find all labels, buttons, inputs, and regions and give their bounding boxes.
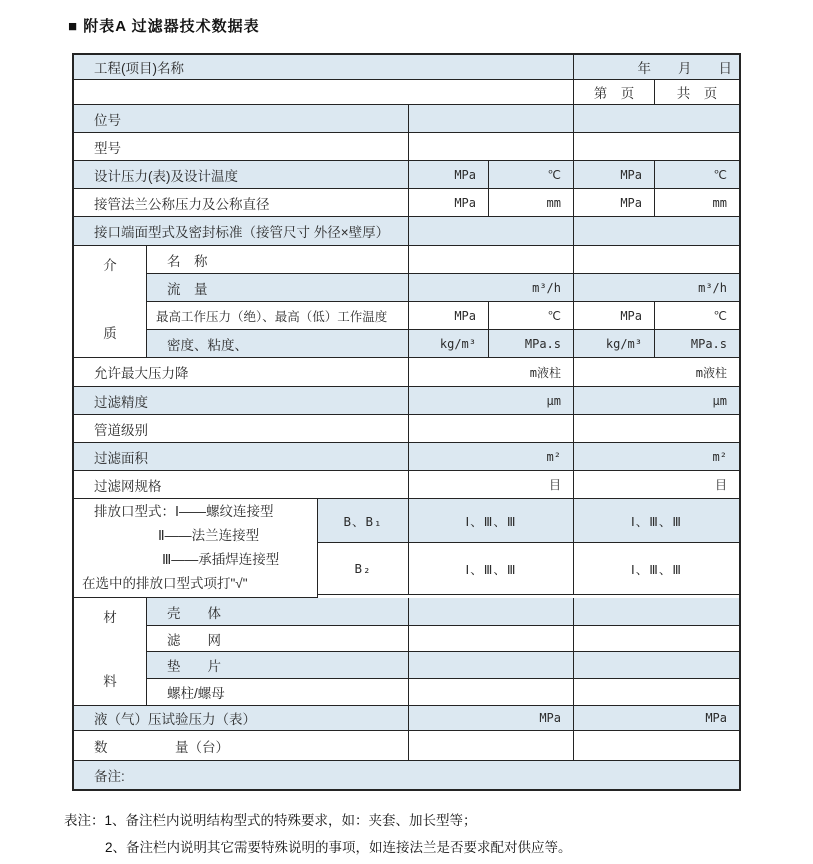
material-group-label — [74, 598, 147, 706]
unit-cell: ℃ — [489, 302, 574, 330]
blank-cell — [574, 133, 739, 161]
unit-cell: 目 — [409, 471, 574, 499]
row-test-pressure — [74, 706, 739, 731]
flange-label: 接管法兰公称压力及公称直径 — [74, 189, 409, 217]
medium-flow-label: 流 量 — [147, 274, 409, 302]
unit-cell: kg/m³ — [574, 330, 655, 358]
drain-legend-line1: 排放口型式：Ⅰ——螺纹连接型 — [94, 504, 274, 519]
blank-cell — [574, 415, 739, 443]
material-shell-label: 壳 体 — [147, 598, 409, 626]
material-label-top: 材 — [103, 610, 117, 625]
blank-cell — [574, 246, 739, 274]
footnote-line-2: 2、备注栏内说明其它需要特殊说明的事项，如连接法兰是否要求配对供应等。 — [105, 840, 572, 855]
row-medium-max-work — [147, 302, 739, 330]
unit-cell: m² — [409, 443, 574, 471]
unit-cell: ℃ — [655, 302, 739, 330]
blank-cell — [574, 652, 739, 679]
drain-type-cell: B₂ — [318, 543, 409, 595]
drain-legend-line4: 在选中的排放口型式项打"√" — [82, 576, 248, 591]
row-drain-b-b1 — [318, 499, 739, 543]
row-remarks — [74, 761, 739, 789]
unit-cell: MPa.s — [655, 330, 739, 358]
remarks-label: 备注: — [74, 761, 739, 789]
blank-cell — [574, 105, 739, 133]
unit-cell: MPa — [409, 161, 489, 189]
blank-cell — [574, 626, 739, 652]
unit-cell: MPa — [574, 189, 655, 217]
row-interface-seal — [74, 217, 739, 246]
unit-cell: ℃ — [489, 161, 574, 189]
header-row-page — [74, 80, 739, 105]
row-pipe-class — [74, 415, 739, 443]
project-name-label: 工程(项目)名称 — [74, 55, 574, 80]
unit-cell: m液柱 — [574, 358, 739, 387]
medium-group-label — [74, 246, 147, 358]
max-pressure-drop-label: 允许最大压力降 — [74, 358, 409, 387]
filter-data-table — [72, 53, 741, 791]
row-medium-density — [147, 330, 739, 358]
blank-cell — [409, 626, 574, 652]
medium-label-top: 介 — [103, 258, 117, 273]
medium-label-bottom: 质 — [103, 326, 117, 341]
page-total-label: 共 页 — [655, 80, 739, 105]
page-number-label: 第 页 — [574, 80, 655, 105]
blank-cell — [409, 731, 574, 761]
footnote-line-1: 表注：1、备注栏内说明结构型式的特殊要求，如：夹套、加长型等； — [64, 813, 477, 828]
material-screen-label: 滤 网 — [147, 626, 409, 652]
filtration-precision-label: 过滤精度 — [74, 387, 409, 415]
blank-cell — [409, 105, 574, 133]
blank-cell — [74, 80, 574, 105]
drain-value-cell: Ⅰ、Ⅲ、Ⅲ — [409, 499, 574, 543]
unit-cell: MPa — [574, 302, 655, 330]
unit-cell: m³/h — [409, 274, 574, 302]
blank-cell — [409, 246, 574, 274]
row-max-pressure-drop — [74, 358, 739, 387]
unit-cell: m液柱 — [409, 358, 574, 387]
medium-section — [74, 246, 739, 358]
unit-cell: mm — [655, 189, 739, 217]
medium-density-label: 密度、粘度、 — [147, 330, 409, 358]
row-material-shell — [147, 598, 739, 626]
quantity-label: 数 量（台） — [74, 731, 409, 761]
row-filter-area — [74, 443, 739, 471]
row-material-bolt-nut — [147, 679, 739, 706]
unit-cell: mm — [489, 189, 574, 217]
footnotes — [64, 807, 813, 861]
date-label: 年 月 日 — [574, 55, 739, 80]
row-quantity — [74, 731, 739, 761]
unit-cell: m² — [574, 443, 739, 471]
drain-type-cell: B、B₁ — [318, 499, 409, 543]
medium-name-label: 名 称 — [147, 246, 409, 274]
row-drain-b2 — [318, 543, 739, 595]
blank-cell — [574, 731, 739, 761]
blank-cell — [409, 217, 574, 246]
page-title: ■ 附表A 过滤器技术数据表 — [68, 18, 260, 35]
row-tag-number — [74, 105, 739, 133]
row-material-gasket — [147, 652, 739, 679]
unit-cell: MPa — [409, 706, 574, 731]
unit-cell: μm — [409, 387, 574, 415]
row-mesh-spec — [74, 471, 739, 499]
blank-cell — [409, 133, 574, 161]
filter-area-label: 过滤面积 — [74, 443, 409, 471]
blank-cell — [409, 415, 574, 443]
mesh-spec-label: 过滤网规格 — [74, 471, 409, 499]
unit-cell: MPa — [574, 161, 655, 189]
pipe-class-label: 管道级别 — [74, 415, 409, 443]
material-section — [74, 598, 739, 706]
drain-type-legend — [74, 499, 318, 598]
unit-cell: MPa — [409, 189, 489, 217]
medium-max-work-label: 最高工作压力（绝）、最高（低）工作温度 — [147, 302, 409, 330]
tag-number-label: 位号 — [74, 105, 409, 133]
row-filtration-precision — [74, 387, 739, 415]
interface-seal-label: 接口端面型式及密封标准（接管尺寸 外径×壁厚） — [74, 217, 409, 246]
row-medium-name — [147, 246, 739, 274]
drain-value-cell: Ⅰ、Ⅲ、Ⅲ — [409, 543, 574, 595]
unit-cell: kg/m³ — [409, 330, 489, 358]
drain-value-cell: Ⅰ、Ⅲ、Ⅲ — [574, 499, 739, 543]
unit-cell: ℃ — [655, 161, 739, 189]
unit-cell: 目 — [574, 471, 739, 499]
row-material-screen — [147, 626, 739, 652]
test-pressure-label: 液（气）压试验压力（表） — [74, 706, 409, 731]
material-bolt-nut-label: 螺柱/螺母 — [147, 679, 409, 706]
unit-cell: MPa.s — [489, 330, 574, 358]
unit-cell: MPa — [574, 706, 739, 731]
row-model — [74, 133, 739, 161]
unit-cell: m³/h — [574, 274, 739, 302]
blank-cell — [409, 652, 574, 679]
blank-cell — [574, 679, 739, 706]
blank-cell — [574, 217, 739, 246]
design-pressure-temp-label: 设计压力(表)及设计温度 — [74, 161, 409, 189]
drain-legend-line2: Ⅱ——法兰连接型 — [158, 528, 260, 543]
row-flange-pressure-diameter — [74, 189, 739, 217]
blank-cell — [409, 598, 574, 626]
row-design-pressure-temp — [74, 161, 739, 189]
blank-cell — [409, 679, 574, 706]
drain-port-section — [74, 499, 739, 598]
drain-value-cell: Ⅰ、Ⅲ、Ⅲ — [574, 543, 739, 595]
material-label-bottom: 料 — [103, 674, 117, 689]
drain-legend-line3: Ⅲ——承插焊连接型 — [162, 552, 280, 567]
unit-cell: μm — [574, 387, 739, 415]
blank-cell — [574, 598, 739, 626]
material-gasket-label: 垫 片 — [147, 652, 409, 679]
header-row-project — [74, 55, 739, 80]
unit-cell: MPa — [409, 302, 489, 330]
model-label: 型号 — [74, 133, 409, 161]
row-medium-flow — [147, 274, 739, 302]
